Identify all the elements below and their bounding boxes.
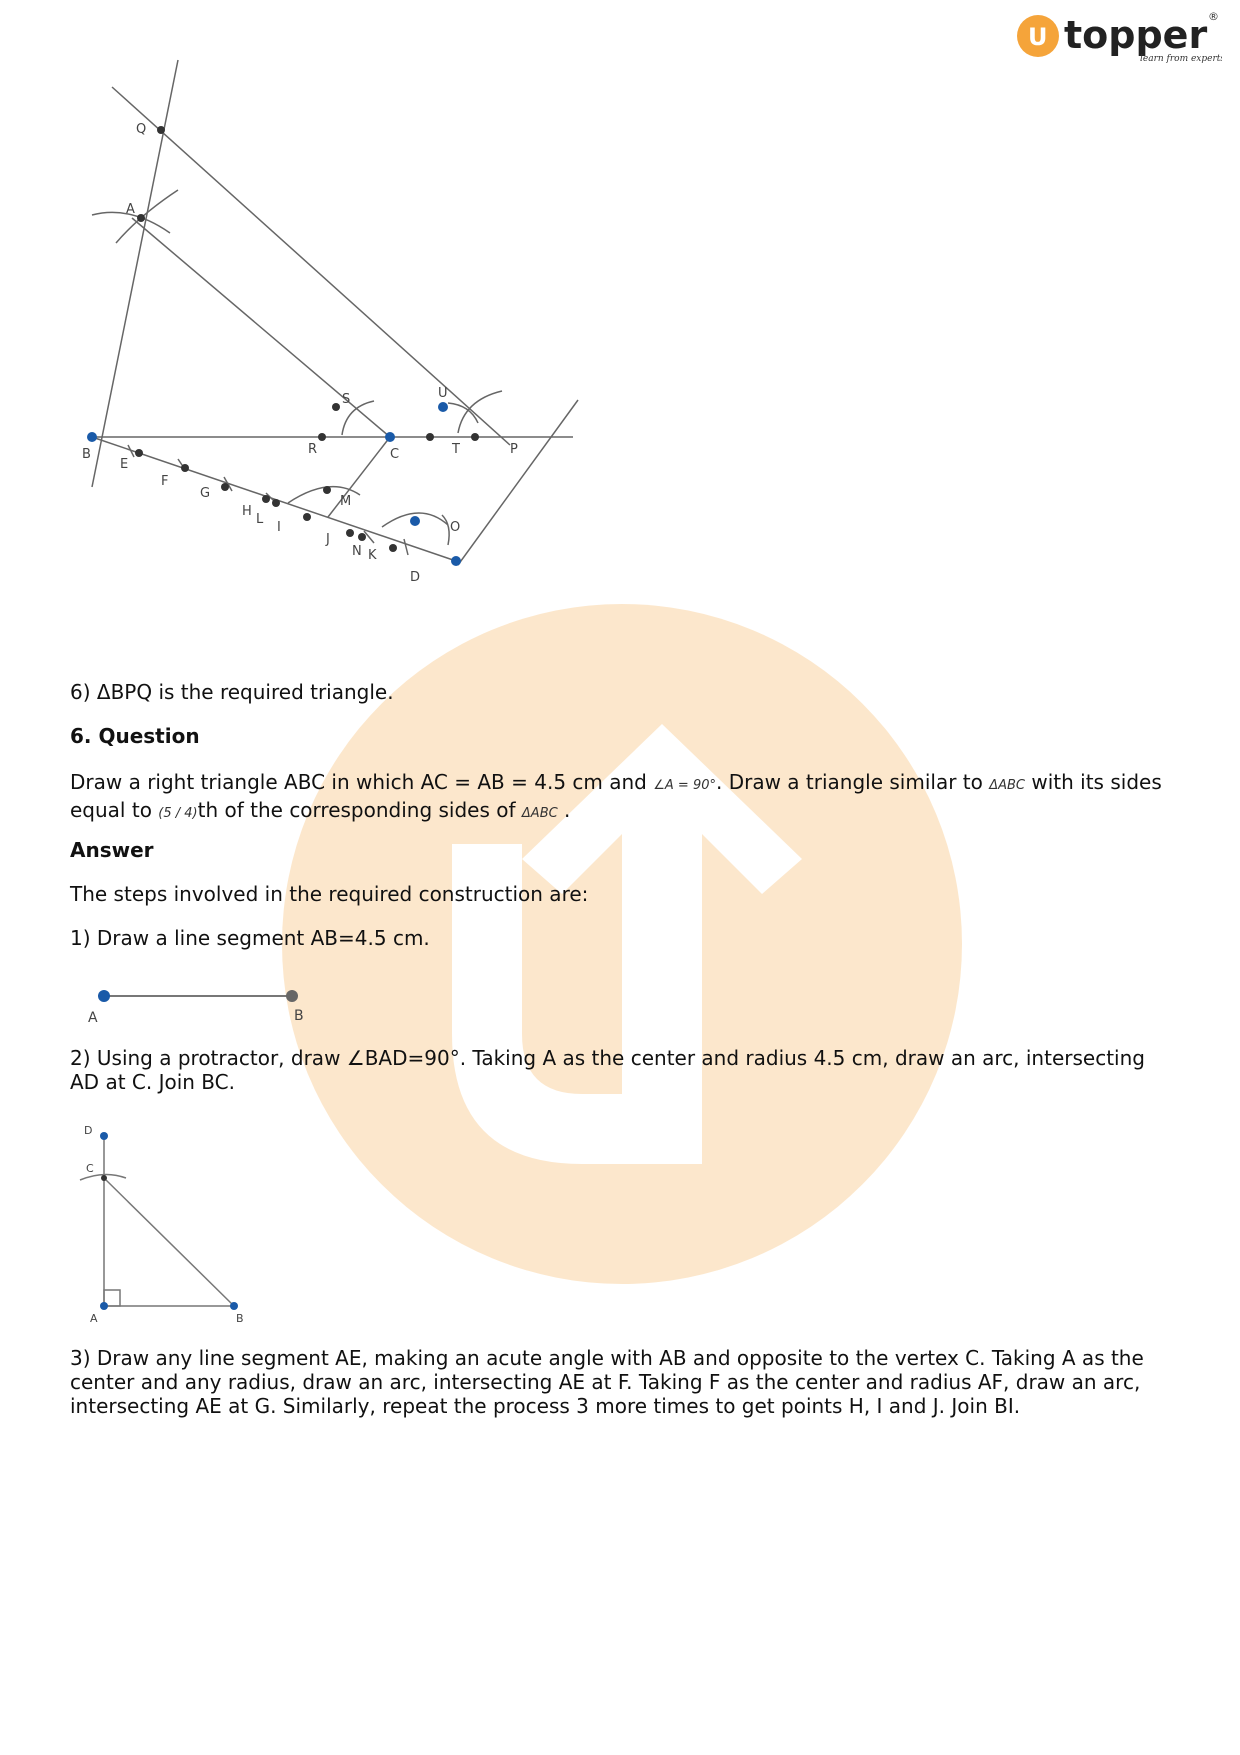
label-t: T [452,442,460,457]
label-e: E [120,457,129,472]
answer-heading: Answer [70,838,154,862]
label-i: I [277,520,281,535]
label-n: N [352,544,362,559]
triangle-label-d: D [84,1124,93,1137]
label-u: U [438,386,448,401]
step-6-text: 6) ΔBPQ is the required triangle. [70,680,394,704]
label-h: H [242,504,252,519]
label-r: R [308,442,318,457]
logo-wordmark: topper [1064,13,1208,57]
construction-figure-bpq [70,55,590,655]
question-text: Draw a right triangle ABC in which AC = AB = 4.5 cm and ∠A = 90°. Draw a triangle similar to ΔABC with its sides equal to (5 / 4)th of the corresponding sides of ΔABC . [70,770,1162,822]
label-j: J [326,532,330,547]
triangle-abc-expression: ΔABC [989,778,1026,793]
topper-logo [1012,6,1222,66]
label-f: F [161,474,169,489]
label-s: S [342,392,351,407]
construction-intro: The steps involved in the required construction are: [70,882,589,906]
triangle-label-b: B [236,1312,244,1325]
triangle-abc-expression-2: ΔABC [521,806,558,821]
logo-tagline: learn from experts [1140,54,1222,64]
label-o: O [450,520,461,535]
label-d: D [410,570,421,585]
right-triangle-figure [70,1122,270,1332]
triangle-label-c: C [86,1162,94,1175]
step-2-text: 2) Using a protractor, draw ∠BAD=90°. Taking A as the center and radius 4.5 cm, draw an arc, intersecting AD at C. Join BC. [70,1046,1145,1094]
label-a: A [126,202,135,217]
label-p: P [510,442,518,457]
label-b: B [82,447,91,462]
segment-label-b: B [294,1008,304,1024]
label-c: C [390,447,400,462]
step-3-text: 3) Draw any line segment AE, making an acute angle with AB and opposite to the vertex C. Taking A as the center and any radius, draw an arc, intersecting AE at F. Taking F as the center and radius AF, draw an arc, intersecting AE at G. Similarly, repeat the process 3 more times to get points H, I and J. Join BI. [70,1346,1144,1418]
angle-a-expression: ∠A = 90° [653,778,716,793]
triangle-label-a: A [90,1312,98,1325]
logo-registered: ® [1208,10,1219,23]
segment-label-a: A [88,1010,98,1026]
label-g: G [200,486,211,501]
label-k: K [368,548,377,563]
step-1-text: 1) Draw a line segment AB=4.5 cm. [70,926,430,950]
label-l: L [256,512,264,527]
svg-text:U: U [1028,23,1048,51]
segment-ab-figure [88,982,318,1032]
question-heading: 6. Question [70,724,200,748]
label-q: Q [136,122,147,137]
fraction-expression: (5 / 4) [158,806,198,821]
label-m: M [340,494,352,509]
